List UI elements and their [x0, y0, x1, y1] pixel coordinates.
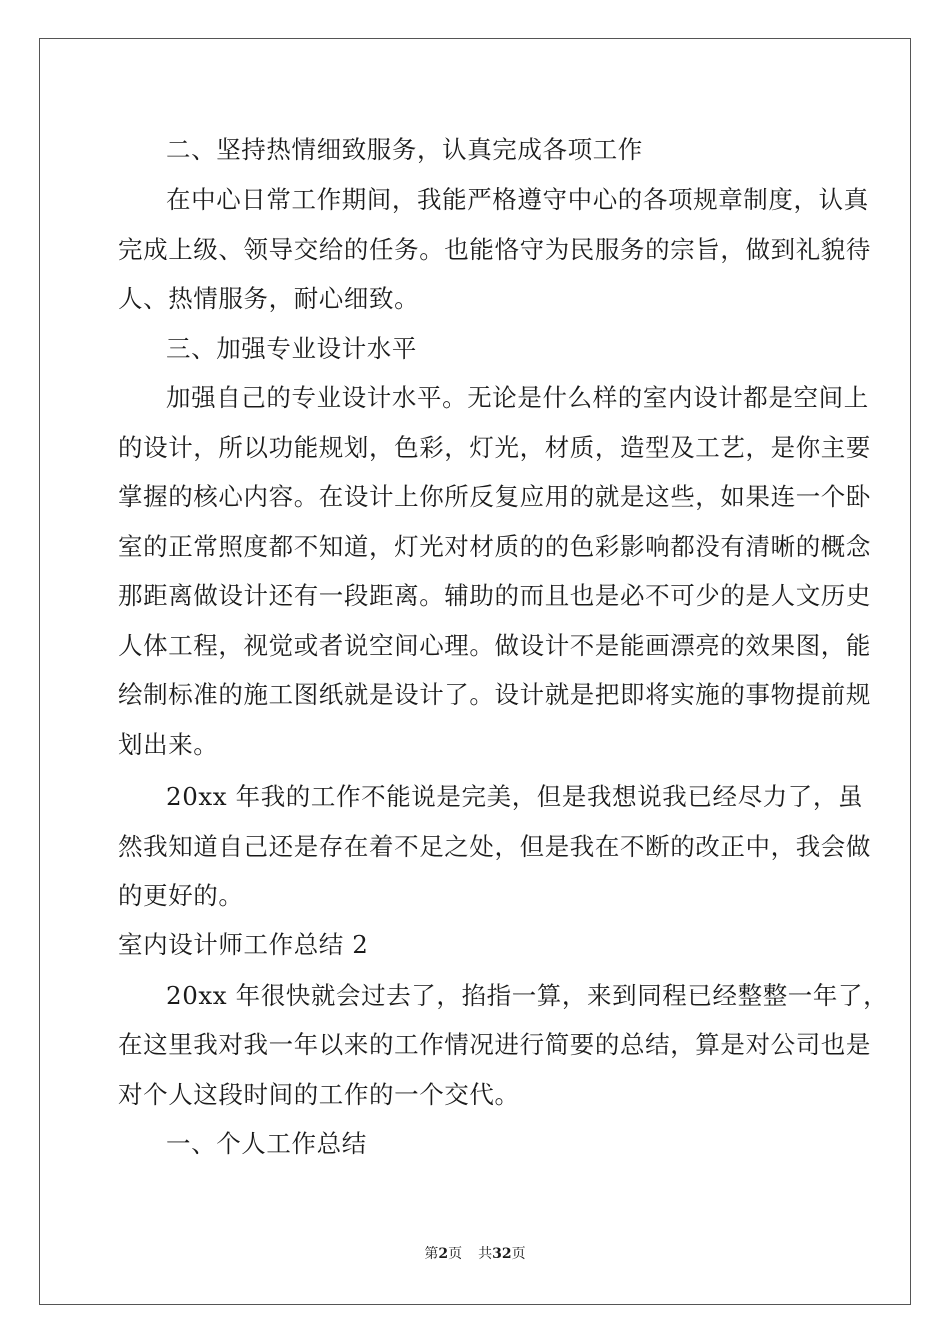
paragraph-line: 20xx 年很快就会过去了，掐指一算，来到同程已经整整一年了， — [166, 981, 889, 1010]
paragraph-line: 的设计，所以功能规划，色彩，灯光，材质，造型及工艺，是你主要 — [118, 433, 871, 462]
section-heading-2: 二、坚持热情细致服务，认真完成各项工作 — [166, 135, 643, 164]
paragraph-line: 在中心日常工作期间，我能严格遵守中心的各项规章制度，认真 — [166, 185, 869, 214]
paragraph-line: 20xx 年我的工作不能说是完美，但是我想说我已经尽力了，虽 — [166, 782, 864, 811]
paragraph-line: 人、热情服务，耐心细致。 — [118, 284, 420, 313]
document-subtitle: 室内设计师工作总结 2 — [118, 930, 369, 959]
paragraph-line: 掌握的核心内容。在设计上你所反复应用的就是这些，如果连一个卧 — [118, 482, 871, 511]
page-border — [39, 38, 911, 1305]
footer-total-prefix: 共 — [478, 1246, 493, 1262]
section-heading-3: 三、加强专业设计水平 — [166, 334, 417, 363]
footer-total-suffix: 页 — [511, 1246, 526, 1262]
paragraph-line: 在这里我对我一年以来的工作情况进行简要的总结，算是对公司也是 — [118, 1030, 871, 1059]
paragraph-line: 划出来。 — [118, 730, 219, 759]
footer-page-number: 2 — [438, 1246, 449, 1262]
paragraph-line: 完成上级、领导交给的任务。也能恪守为民服务的宗旨，做到礼貌待 — [118, 235, 871, 264]
paragraph-line: 室的正常照度都不知道，灯光对材质的的色彩影响都没有清晰的概念 — [118, 532, 871, 561]
footer-total-pages: 32 — [492, 1246, 512, 1262]
footer-page-prefix: 第 — [424, 1246, 439, 1262]
footer-page-suffix: 页 — [448, 1246, 463, 1262]
paragraph-line: 那距离做设计还有一段距离。辅助的而且也是必不可少的是人文历史 — [118, 581, 871, 610]
paragraph-line: 然我知道自己还是存在着不足之处，但是我在不断的改正中，我会做 — [118, 832, 871, 861]
page-footer — [0, 1245, 950, 1263]
paragraph-line: 的更好的。 — [118, 881, 244, 910]
paragraph-line: 绘制标准的施工图纸就是设计了。设计就是把即将实施的事物提前规 — [118, 680, 871, 709]
section-heading-1: 一、个人工作总结 — [166, 1129, 367, 1158]
paragraph-line: 人体工程，视觉或者说空间心理。做设计不是能画漂亮的效果图，能 — [118, 631, 871, 660]
paragraph-line: 对个人这段时间的工作的一个交代。 — [118, 1080, 520, 1109]
paragraph-line: 加强自己的专业设计水平。无论是什么样的室内设计都是空间上 — [166, 383, 869, 412]
